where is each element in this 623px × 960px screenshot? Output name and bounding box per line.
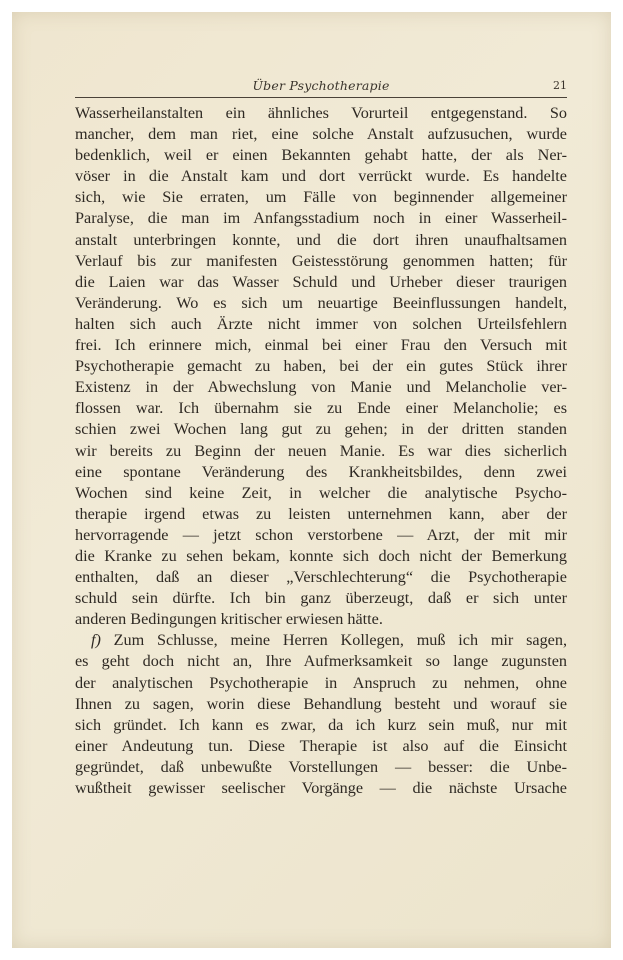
text-line: Paralyse, die man im Anfangsstadium noch in einer Wasserheil- (75, 209, 567, 228)
text-line: gegründet, daß unbewußte Vorstellungen — besser: die Unbe- (75, 757, 567, 776)
text-line: sich, wie Sie erraten, um Fälle von beginnender allgemeiner (75, 188, 567, 207)
text-line: schien zwei Wochen lang gut zu gehen; in der dritten standen (75, 420, 567, 439)
text-line: mancher, dem man riet, eine solche Anstalt aufzusuchen, wurde (75, 125, 567, 144)
text-line: halten sich auch Ärzte nicht immer von solchen Urteilsfehlern (75, 314, 567, 333)
body-text (75, 103, 567, 799)
text-line: die Laien war das Wasser Schuld und Urheber dieser traurigen (75, 272, 567, 291)
text-line: enthalten, daß an dieser „Verschlechterung“ die Psychotherapie (75, 568, 567, 587)
text-line: Wasserheilanstalten ein ähnliches Vorurteil entgegenstand. So (75, 104, 567, 122)
text-line: sich gründet. Ich kann es zwar, da ich kurz sein muß, nur mit (75, 715, 567, 734)
text-line: schuld sein dürfte. Ich bin ganz überzeugt, daß er sich unter (75, 589, 567, 608)
text-line: wußtheit gewisser seelischer Vorgänge — die nächste Ursache (75, 779, 567, 797)
text-line: therapie irgend etwas zu leisten unternehmen kann, aber der (75, 504, 567, 523)
text-line: Existenz in der Abwechslung von Manie und Melancholie ver- (75, 378, 567, 397)
running-header (75, 76, 567, 96)
text-line: Wochen sind keine Zeit, in welcher die analytische Psycho- (75, 483, 567, 502)
text-line: flossen war. Ich übernahm sie zu Ende einer Melancholie; es (75, 399, 567, 418)
text-line: anstalt unterbringen konnte, und die dort ihren unaufhaltsamen (75, 230, 567, 249)
text-line: Psychotherapie gemacht zu haben, bei der ein gutes Stück ihrer (75, 357, 567, 376)
text-line: frei. Ich erinnere mich, einmal bei einer Frau den Versuch mit (75, 336, 567, 355)
text-line: bedenklich, weil er einen Bekannten gehabt hatte, der als Ner- (75, 146, 567, 165)
running-title: Über Psychotherapie (252, 78, 390, 93)
text-line: f) Zum Schlusse, meine Herren Kollegen, muß ich mir sagen, (91, 631, 567, 650)
text-line: der analytischen Psychotherapie in Anspruch zu nehmen, ohne (75, 673, 567, 692)
text-line: Verlauf bis zur manifesten Geistesstörung genommen hatten; für (75, 251, 567, 270)
text-line: anderen Bedingungen kritischer erwiesen hätte. (75, 610, 383, 629)
text-line: einer Andeutung tun. Diese Therapie ist also auf die Einsicht (75, 736, 567, 755)
text-line: eine spontane Veränderung des Krankheitsbildes, denn zwei (75, 462, 567, 481)
header-rule (75, 97, 567, 98)
text-line: die Kranke zu sehen bekam, konnte sich doch nicht der Bemerkung (75, 546, 567, 565)
text-line: wir bereits zu Beginn der neuen Manie. Es war dies sicherlich (75, 441, 567, 460)
text-line: hervorragende — jetzt schon verstorbene — Arzt, der mit mir (75, 525, 567, 544)
text-line: Ihnen zu sagen, worin diese Behandlung besteht und worauf sie (75, 694, 567, 713)
text-line: vöser in die Anstalt kam und dort verrückt wurde. Es handelte (75, 167, 567, 186)
text-line: es geht doch nicht an, Ihre Aufmerksamkeit so lange zugunsten (75, 652, 567, 671)
text-line: Veränderung. Wo es sich um neuartige Beeinflussungen handelt, (75, 293, 567, 312)
page-number: 21 (553, 79, 567, 92)
section-marker: f) (91, 631, 101, 650)
